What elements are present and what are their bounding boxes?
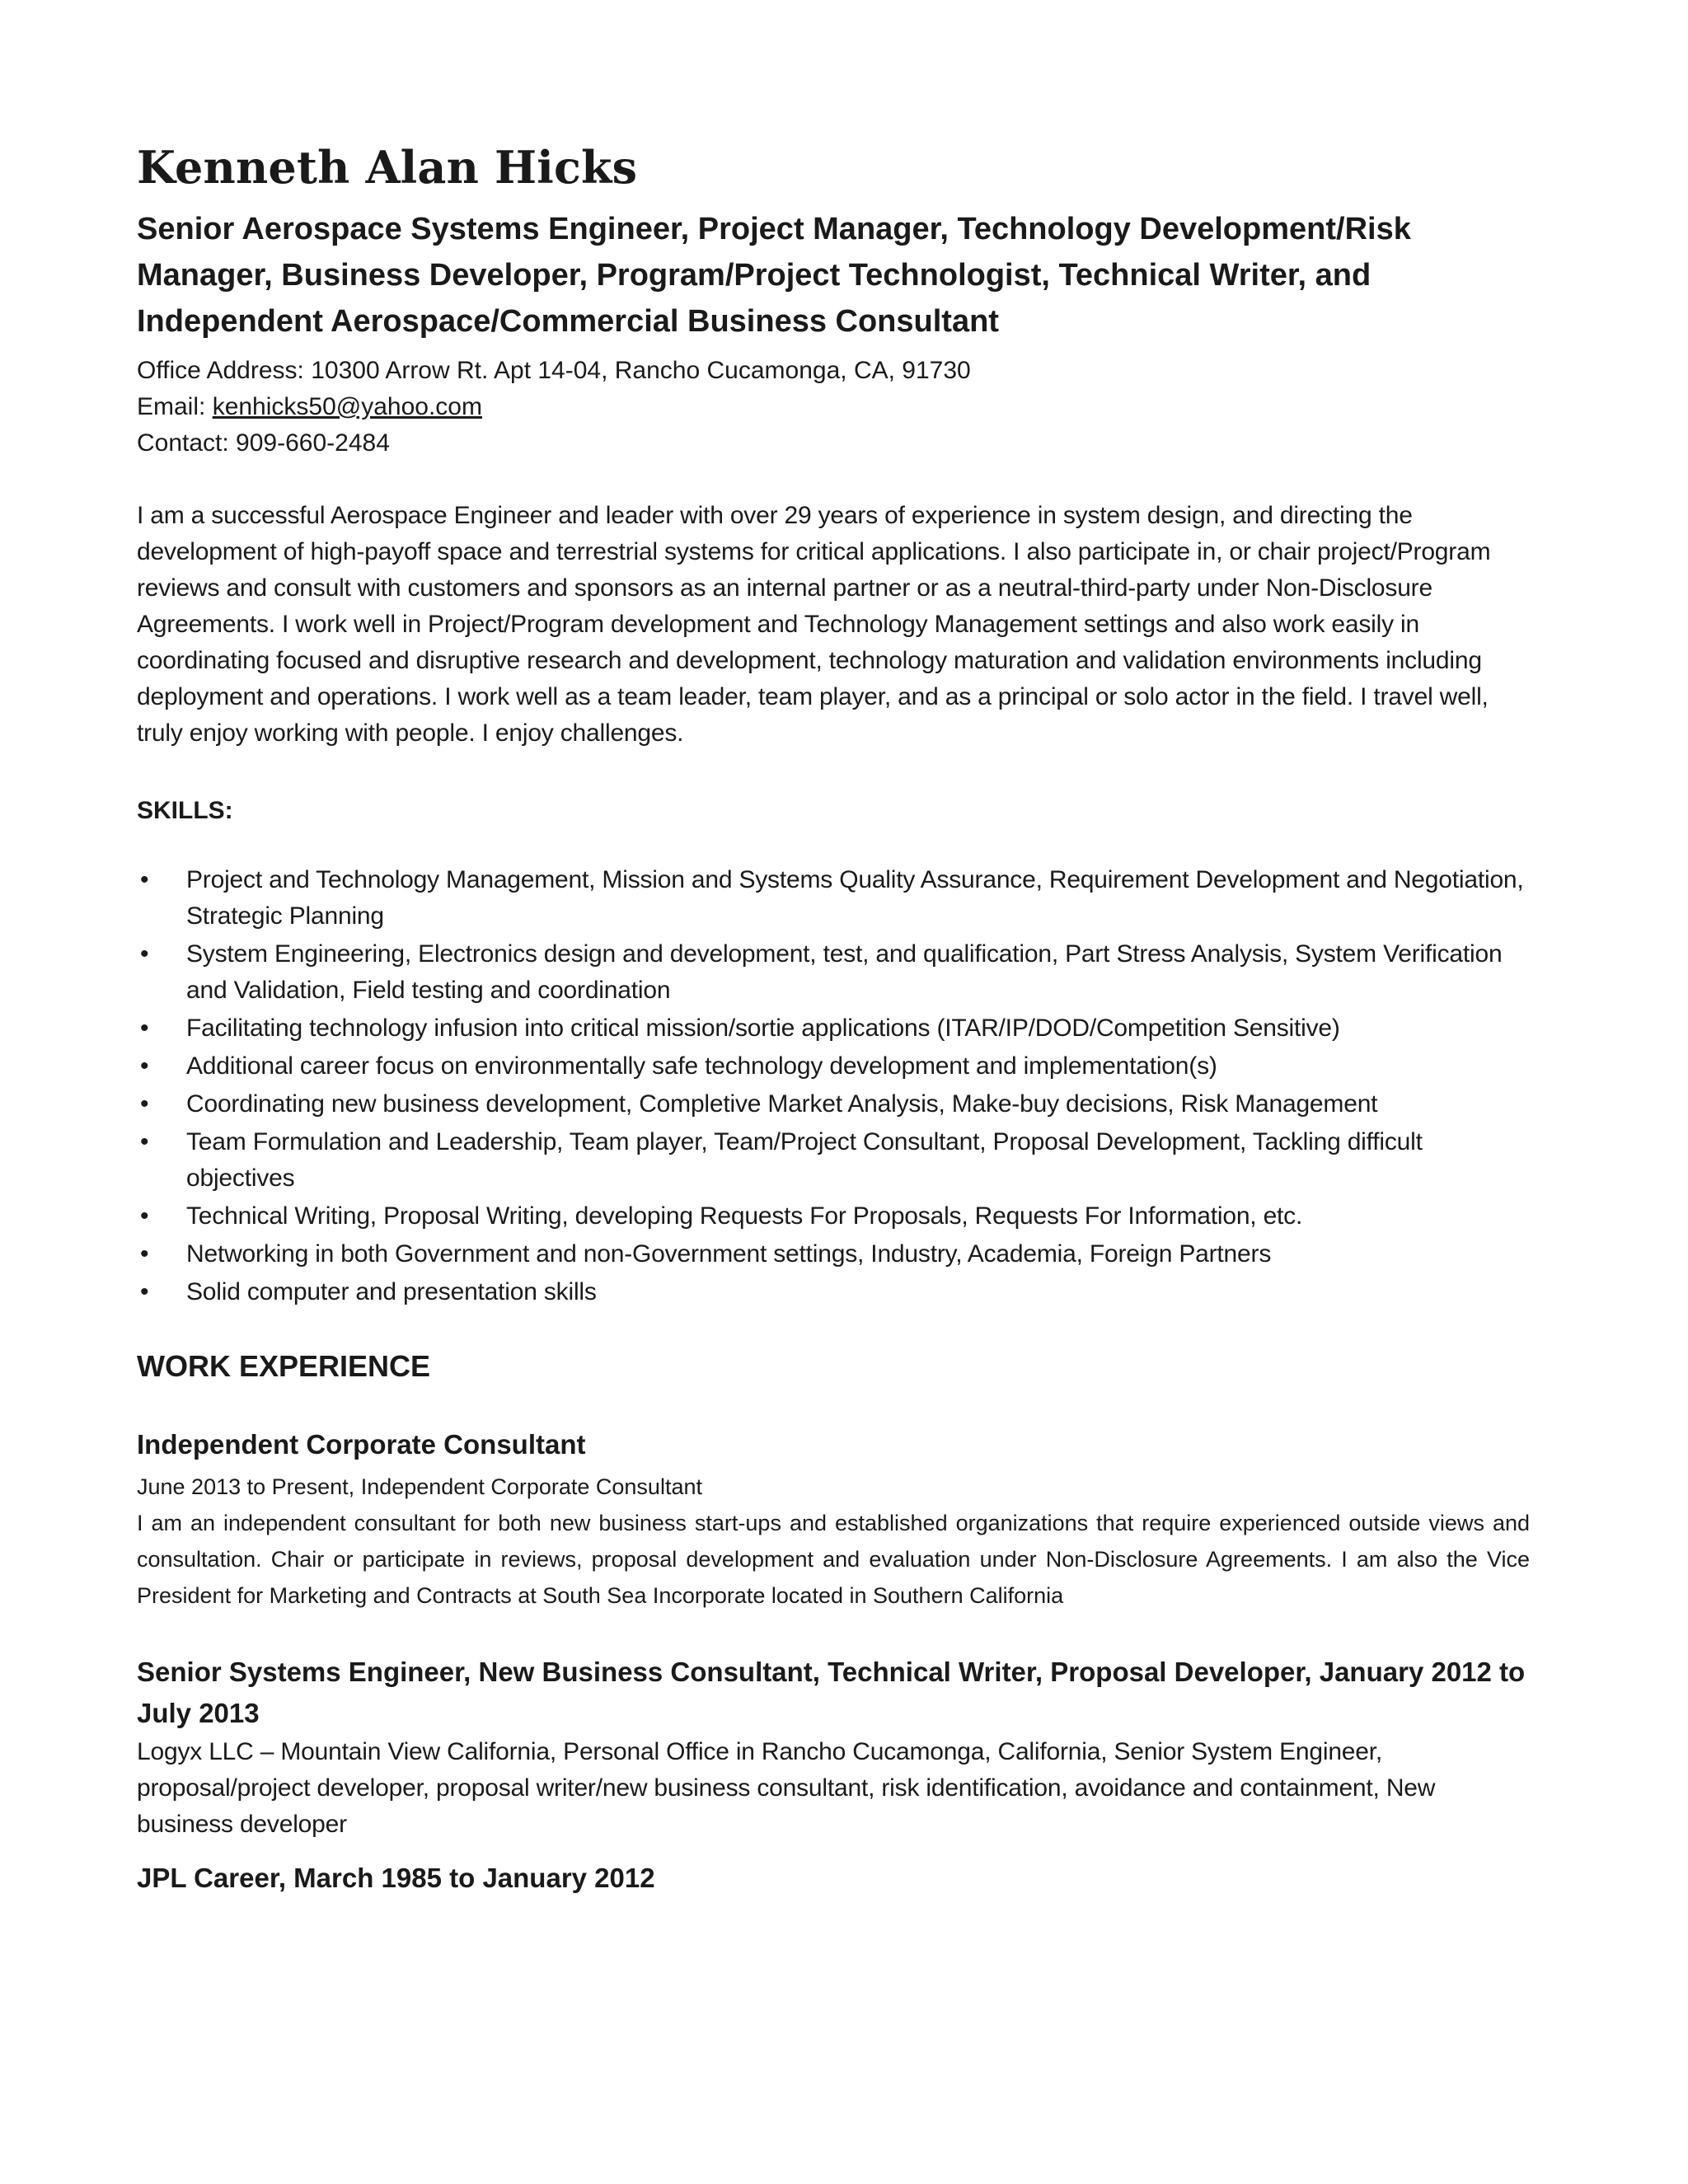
skill-text: Networking in both Government and non-Government settings, Industry, Academia, Foreign Partners [186, 1240, 1272, 1268]
skill-item [137, 1048, 1530, 1085]
skill-item [137, 1010, 1530, 1047]
skills-heading: SKILLS: [137, 797, 233, 824]
bullet-icon: • [140, 1015, 149, 1042]
job-description: I am an independent consultant for both new business start-ups and established organizations that require experienced outside views and consultation. Chair or participate in reviews, proposal development and evaluation under Non-Disclosure Agreements. I am also the Vice President for Marketing and Contracts at South Sea Incorporate located in Southern California [137, 1511, 1530, 1608]
skill-item [137, 1274, 1530, 1310]
skill-text: Solid computer and presentation skills [186, 1278, 597, 1305]
email-line [137, 389, 1530, 425]
professional-headline: Senior Aerospace Systems Engineer, Project Manager, Technology Development/Risk Manager, Business Developer, Program/Project Technologist, Technical Writer, and Independent Aerospace/Commercial Business Consultant [137, 212, 1411, 339]
skill-text: Additional career focus on environmentally safe technology development and implementation(s) [186, 1052, 1217, 1080]
work-experience-heading: WORK EXPERIENCE [137, 1349, 431, 1383]
summary-paragraph: I am a successful Aerospace Engineer and leader with over 29 years of experience in system design, and directing the development of high-payoff space and terrestrial systems for critical applications. I also participate in, or chair project/Program reviews and consult with customers and sponsors as an internal partner or as a neutral-third-party under Non-Disclosure Agreements. I work well in Project/Program development and Technology Management settings and also work easily in coordinating focused and disruptive research and development, technology maturation and validation environments including deployment and operations. I work well as a team leader, team player, and as a principal or solo actor in the field. I travel well, truly enjoy working with people. I enjoy challenges. [137, 502, 1491, 747]
email-label: Email: [137, 393, 213, 420]
resume-page [137, 140, 1530, 1899]
job-description: Logyx LLC – Mountain View California, Personal Office in Rancho Cucamonga, California, Senior System Engineer, proposal/project developer, proposal writer/new business consultant, risk identification, avoidance and containment, New business developer [137, 1738, 1436, 1838]
contact-phone: Contact: 909-660-2484 [137, 429, 390, 457]
job-title: Senior Systems Engineer, New Business Consultant, Technical Writer, Proposal Developer, January 2012 to July 2013 [137, 1657, 1526, 1728]
office-address: Office Address: 10300 Arrow Rt. Apt 14-04, Rancho Cucamonga, CA, 91730 [137, 357, 971, 384]
skills-list [137, 862, 1530, 1310]
skill-text: Team Formulation and Leadership, Team player, Team/Project Consultant, Proposal Development, Tackling difficult objectives [186, 1128, 1423, 1192]
bullet-icon: • [140, 1240, 149, 1268]
bullet-icon: • [140, 1052, 149, 1080]
jpl-career-heading: JPL Career, March 1985 to January 2012 [137, 1863, 655, 1893]
bullet-icon: • [140, 1202, 149, 1230]
email-link[interactable]: kenhicks50@yahoo.com [212, 393, 482, 420]
skill-text: Technical Writing, Proposal Writing, developing Requests For Proposals, Requests For Information, etc. [186, 1202, 1303, 1230]
skill-item [137, 936, 1530, 1009]
skill-item [137, 1198, 1530, 1235]
skill-item [137, 862, 1530, 935]
bullet-icon: • [140, 866, 149, 893]
bullet-icon: • [140, 1090, 149, 1118]
skill-item [137, 1086, 1530, 1122]
skill-item [137, 1236, 1530, 1272]
skill-text: Coordinating new business development, Completive Market Analysis, Make-buy decisions, Risk Management [186, 1090, 1378, 1118]
job-dates: June 2013 to Present, Independent Corporate Consultant [137, 1474, 702, 1499]
job-title: Independent Corporate Consultant [137, 1429, 586, 1460]
candidate-name: Kenneth Alan Hicks [137, 141, 638, 194]
bullet-icon: • [140, 1278, 149, 1305]
skill-text: Facilitating technology infusion into critical mission/sortie applications (ITAR/IP/DOD/Competition Sensitive) [186, 1015, 1340, 1042]
bullet-icon: • [140, 1128, 149, 1155]
bullet-icon: • [140, 940, 149, 968]
skill-text: System Engineering, Electronics design and development, test, and qualification, Part Stress Analysis, System Verification and Validation, Field testing and coordination [186, 940, 1503, 1004]
skill-item [137, 1124, 1530, 1197]
skill-text: Project and Technology Management, Mission and Systems Quality Assurance, Requirement Development and Negotiation, Strategic Planning [186, 866, 1524, 930]
